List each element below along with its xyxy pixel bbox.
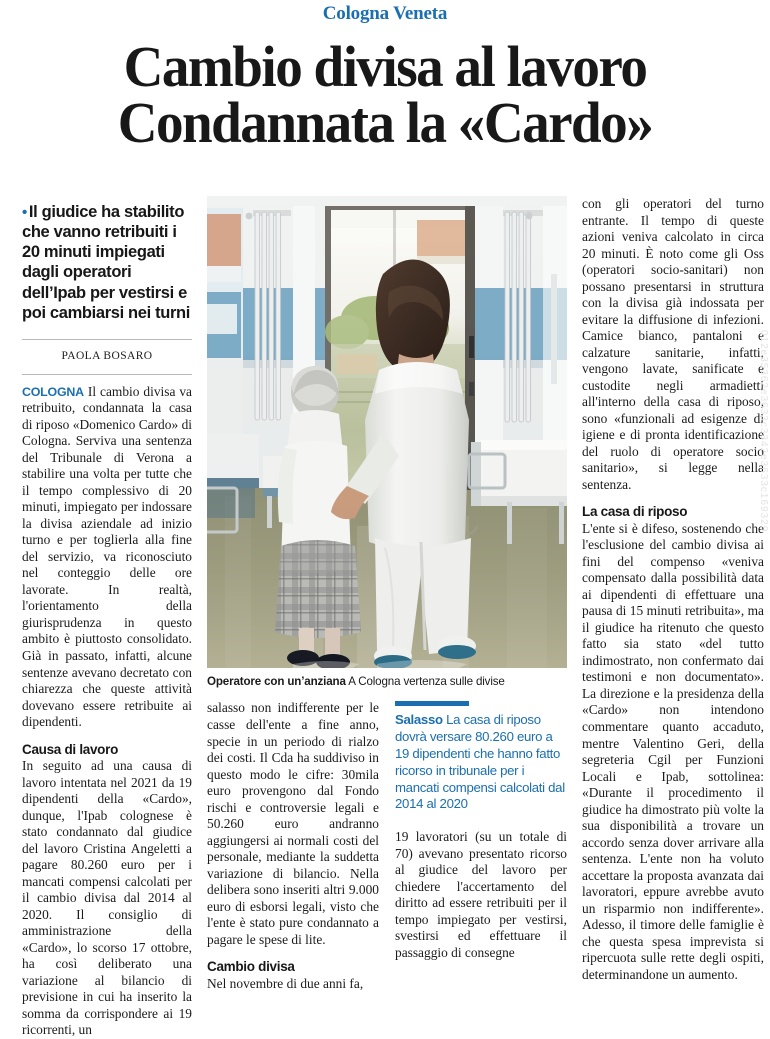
care-home-photo-illustration xyxy=(207,196,567,668)
paragraph: salasso non indifferente per le casse dell'ente a fine anno, specie in un periodo di rialzo dei costi. Il Cda ha suddiviso in questo modo le cifre: 30mila euro provengono dal Fondo rischi e controversie legali e 50.260 euro andranno aggiungersi ai normali costi del personale, mediante la suddetta variazione di bilancio. Nella delibera sono inseriti altri 9.000 euro di esborsi legali, visto che l'ente è stato pure condannato a pagare le spese di lite. xyxy=(207,700,379,947)
column-a xyxy=(22,196,192,1039)
page-watermark: 012e35362e3633c3342e3633c169329 xyxy=(758,330,769,533)
paragraph: 19 lavoratori (su un totale di 70) avevano presentato ricorso al giudice del lavoro per chiedere l'accertamento del diritto ad essere retribuiti per il tempo impiegato per vestirsi, svestirsi ed effettuare il passaggio di consegne xyxy=(395,829,567,960)
divider-above-byline xyxy=(22,339,192,340)
photo-caption-rest: A Cologna vertenza sulle divise xyxy=(348,675,505,688)
divider-below-byline xyxy=(22,374,192,375)
column-b xyxy=(207,700,379,992)
page-title xyxy=(36,33,733,155)
paragraph: con gli operatori del turno entrante. Il tempo di queste azioni veniva calcolato in circa 20 minuti. È noto come gli Oss (operatori socio-sanitari) non possano presentarsi in struttura con la divisa già indossata per evitare la diffusione di infezioni. Camice bianco, pantaloni e calzature sanitarie, infatti, vengono lavate, sanificate e custodite negli armadietti all'interno della casa di riposo, sono «funzionali ad esigenze di igiene e di pronta identificazione del ruolo di operatore socio sanitario», si legge nella sentenza. xyxy=(582,196,764,492)
article-summary-text: Il giudice ha stabilito che vanno retribuiti i 20 minuti impiegati dagli operatori dell’Ipab per vestirsi e poi cambiarsi nei turni xyxy=(22,203,190,322)
lower-middle-columns xyxy=(207,700,567,992)
paragraph: L'ente si è difeso, sostenendo che l'esclusione del cambio divisa ai fini del compenso «veniva compensato dalla possibilità data ai dipendenti di effettuare una pausa di 15 minuti retribuita», ma il giudice ha ritenuto che questo fatto sia stato «del tutto indimostrato, non confermato dai testimoni e non documentato». La direzione e la presidenza della «Cardo» non intendono commentare quanto accaduto, mentre Valentino Geri, della segreteria Cgil per Funzioni Locali e Ipab, sottolinea: «Durante il procedimento il giudice ha dimostrato più volte la sua disponibilità a trovare un accordo senza dover arrivare alla sentenza. L'ente non ha voluto accettare la proposta avanzata dai lavoratori, eppure avrebbe avuto un risparmio non indifferente». Adesso, il timore delle famiglie è che questa spesa imprevista si ripercuota sulle rette degli ospiti, determinandone un aumento. xyxy=(582,520,764,982)
dateline: COLOGNA xyxy=(22,384,84,399)
photo-caption-lead: Operatore con un’anziana xyxy=(207,675,346,688)
pull-quote-body: La casa di riposo dovrà versare 80.260 euro a 19 dipendenti che hanno fatto ricorso in tribunale per i mancati compensi calcolati dal 2014 al 2020 xyxy=(395,712,565,812)
pull-quote-rule xyxy=(395,701,469,706)
bullet-icon: • xyxy=(22,203,27,221)
pull-quote-lead: Salasso xyxy=(395,712,443,728)
pull-quote-text xyxy=(395,712,567,813)
paragraph: Nel novembre di due anni fa, xyxy=(207,975,364,991)
column-middle xyxy=(207,196,567,1039)
paragraph-text: Il cambio divisa va retribuito, condannata la casa di riposo «Domenico Cardo» di Cologna. Serviva una sentenza del Tribunale di Verona a stabilire una volta per tutte che il tempo complessivo di 20 minuti, impiegato per indossare la divisa aziendale ad inizio turno e per toglierla alla fine del servizio, va riconosciuto nel conteggio delle ore lavorate. In realtà, l'orientamento della giurisprudenza in questo ambito è piuttosto consolidato. Già in passato, infatti, alcune sentenze avevano decretato con chiarezza che queste attività dovevano essere retribuite ai dipendenti. xyxy=(22,383,192,730)
section-kicker: Cologna Veneta xyxy=(322,3,448,24)
column-d xyxy=(582,196,764,1039)
photo-caption xyxy=(207,675,567,689)
paragraph xyxy=(22,384,192,731)
paragraph: In seguito ad una causa di lavoro intentata nel 2021 da 19 dipendenti della «Cardo», dunque, l'Ipab colognese è stato condannato dal giudice del lavoro Cristina Angeletti a pagare 80.260 euro per i mancati compensi calcolati per il cambio divisa dal 2014 al 2020. Il consiglio di amministrazione della «Cardo», lo scorso 17 ottobre, ha così deliberato una variazione al bilancio di previsione in cui ha inserito la somma da corrispondere ai 19 ricorrenti, un xyxy=(22,758,192,1038)
headline-line-1: Cambio divisa al lavoro xyxy=(123,33,647,99)
column-c xyxy=(395,700,567,992)
section-subhead: Cambio divisa xyxy=(207,959,295,975)
headline-line-2: Condannata la «Cardo» xyxy=(117,89,653,155)
article-photo xyxy=(207,196,567,668)
section-subhead: La casa di riposo xyxy=(582,504,688,520)
article-summary xyxy=(22,202,192,323)
section-subhead: Causa di lavoro xyxy=(22,741,119,757)
pull-quote-box xyxy=(395,701,567,813)
byline: PAOLA BOSARO xyxy=(61,349,153,362)
